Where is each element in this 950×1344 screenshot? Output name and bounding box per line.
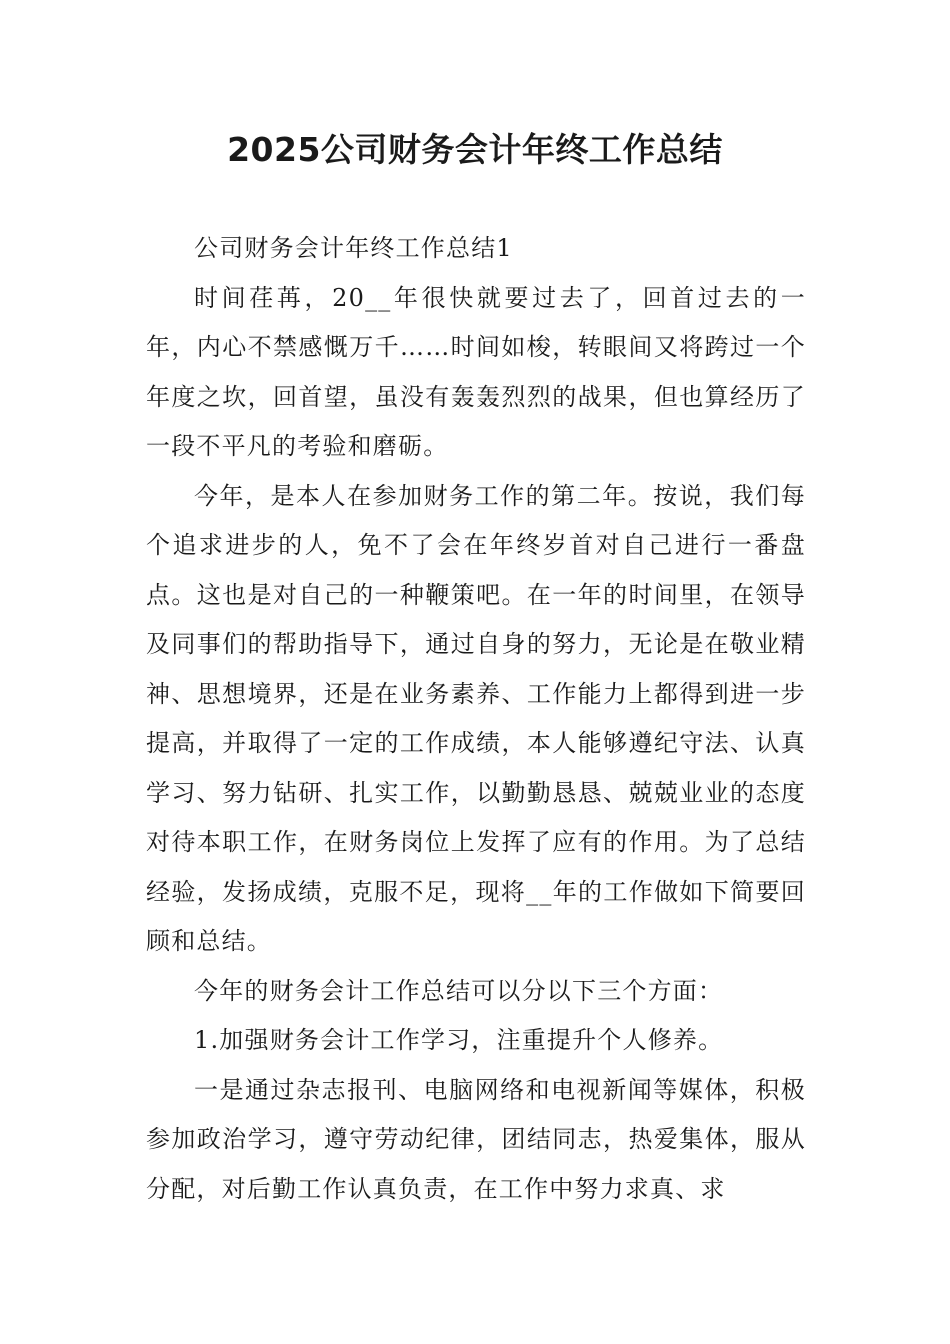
document-body bbox=[146, 224, 806, 1214]
paragraph: 一是通过杂志报刊、电脑网络和电视新闻等媒体，积极参加政治学习，遵守劳动纪律，团结同志，热爱集体，服从分配，对后勤工作认真负责，在工作中努力求真、求 bbox=[146, 1075, 806, 1203]
paragraph: 今年，是本人在参加财务工作的第二年。按说，我们每个追求进步的人，免不了会在年终岁首对自己进行一番盘点。这也是对自己的一种鞭策吧。在一年的时间里，在领导及同事们的帮助指导下，通过自身的努力，无论是在敬业精神、思想境界，还是在业务素养、工作能力上都得到进一步提高，并取得了一定的工作成绩，本人能够遵纪守法、认真学习、努力钻研、扎实工作，以勤勤恳恳、兢兢业业的态度对待本职工作，在财务岗位上发挥了应有的作用。为了总结经验，发扬成绩，克服不足，现将__年的工作做如下简要回顾和总结。 bbox=[146, 481, 806, 955]
paragraph: 时间荏苒，20__年很快就要过去了，回首过去的一年，内心不禁感慨万千……时间如梭，转眼间又将跨过一个年度之坎，回首望，虽没有轰轰烈烈的战果，但也算经历了一段不平凡的考验和磨砺。 bbox=[146, 283, 806, 460]
paragraph: 今年的财务会计工作总结可以分以下三个方面： bbox=[194, 976, 724, 1005]
list-item-heading: 1.加强财务会计工作学习，注重提升个人修养。 bbox=[194, 1026, 724, 1054]
document-title: 2025公司财务会计年终工作总结 bbox=[227, 130, 723, 169]
section-heading: 公司财务会计年终工作总结1 bbox=[194, 234, 513, 262]
